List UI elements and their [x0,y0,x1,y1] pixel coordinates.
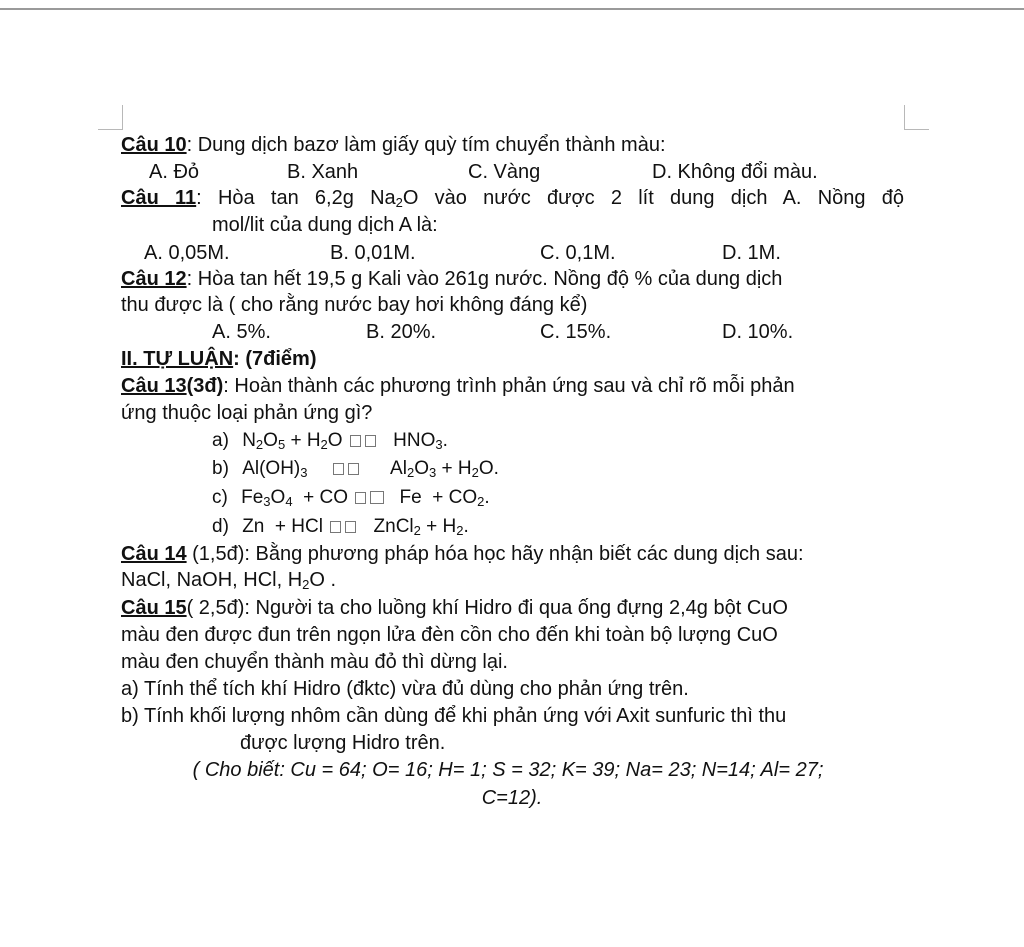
q14-line-2: NaCl, NaOH, HCl, $H_2O$ . [121,569,337,592]
section-2-heading [121,346,316,372]
arrow-glyph-icon [345,521,356,533]
q11-option-d: D. 1M. [722,242,781,264]
q15-line-3: màu đen chuyển thành màu đỏ thì dừng lại. [121,651,508,673]
q14-prompt [121,541,804,567]
q11-text-2: O vào nước được 2 lít dung dịch A. Nồng độ [402,187,904,209]
q13-line-2: ứng thuộc loại phản ứng gì? [121,402,373,424]
q11-option-a: A. 0,05M. [144,242,230,264]
q10-text: : Dung dịch bazơ làm giấy quỳ tím chuyển thành màu: [186,134,666,156]
q15-part-b: b) Tính khối lượng nhôm cần dùng để khi phản ứng với Axit sunfuric thì thu [121,705,787,727]
given-data-note-line-1: ( Cho biết: Cu = 64; O= 16; H= 1; S = 32; K= 39; Na= 23; N=14; Al= 27; [192,759,824,781]
section-2-title: II. TỰ LUẬN [121,348,234,370]
q11-sub-1: 2 [395,195,403,210]
q11-line-2: mol/lit của dung dịch A là: [212,214,438,236]
q15-part-a: a) Tính thể tích khí Hidro (đktc) vừa đủ dùng cho phản ứng trên. [121,678,689,700]
q11-option-c: C. 0,1M. [540,242,616,264]
q12-option-d: D. 10%. [722,321,794,343]
q13-prompt [121,373,795,399]
q12-prompt [121,266,782,292]
q11-option-b: B. 0,01M. [330,242,416,264]
q10-option-b: B. Xanh [287,161,359,183]
q12-option-b: B. 20%. [366,321,437,343]
q12-text: : Hòa tan hết 19,5 g Kali vào 261g nước. Nồng độ % của dung dịch [186,268,783,290]
eq-d-label: d) [212,516,229,537]
q12-line-2: thu được là ( cho rằng nước bay hơi không đáng kể) [121,294,588,316]
q15-text: ( 2,5đ): Người ta cho luồng khí Hidro đi qua ống đựng 2,4g bột CuO [186,597,788,619]
q10-label: Câu 10 [121,134,187,156]
arrow-glyph-icon [330,521,341,533]
q15-label: Câu 15 [121,597,187,619]
q10-option-a: A. Đỏ [149,161,200,183]
arrow-glyph-icon [348,463,359,475]
q13-equation-b [212,456,499,482]
eq-c-label: c) [212,487,228,508]
eq-c-products: $Fe + CO_2$. [399,487,490,509]
eq-a-label: a) [212,430,229,451]
q12-label: Câu 12 [121,268,187,290]
q10-option-c: C. Vàng [468,161,541,183]
q14-text: (1,5đ): Bằng phương pháp hóa học hãy nhận biết các dung dịch sau: [186,543,804,565]
q12-option-a: A. 5%. [212,321,271,343]
q11-text-1: : Hòa tan 6,2g Na [196,187,396,209]
q13-text: : Hoàn thành các phương trình phản ứng sau và chỉ rõ mỗi phản [223,375,795,397]
q11-prompt [121,185,904,211]
q15-prompt [121,595,788,621]
q11-label: Câu 11 [121,187,197,209]
arrow-glyph-icon [365,435,376,447]
eq-c-reactants: $Fe_3O_4$ + CO [241,487,348,509]
q13-equation-d [212,514,469,540]
q13-points: (3đ) [186,375,224,397]
eq-b-reactants: $Al(OH)_3$ [242,458,308,480]
eq-d-products: ZnCl$_2$ + $H_2$. [373,516,469,538]
q13-label: Câu 13 [121,375,187,397]
arrow-glyph-icon [370,491,384,504]
q15-part-b-line-2: được lượng Hidro trên. [240,732,446,754]
q10-option-d: D. Không đổi màu. [652,161,818,183]
eq-a-reactants: $N_2O_5 + H_2O$ [242,430,343,452]
arrow-glyph-icon [350,435,361,447]
q13-equation-c [212,485,490,511]
q12-option-c: C. 15%. [540,321,612,343]
q15-line-2: màu đen được đun trên ngọn lửa đèn cồn cho đến khi toàn bộ lượng CuO [121,624,778,646]
q13-equation-a [212,428,448,454]
section-2-points: : (7điểm) [233,348,317,370]
q14-label: Câu 14 [121,543,187,565]
eq-b-products: $Al_2O_3 + H_2O$. [390,458,499,480]
eq-b-label: b) [212,458,229,479]
eq-a-products: $HNO_3$. [393,430,448,452]
given-data-note-line-2: C=12). [481,787,543,809]
q10-prompt [121,132,666,158]
arrow-glyph-icon [333,463,344,475]
arrow-glyph-icon [355,492,366,504]
eq-d-reactants: Zn + HCl [242,516,323,537]
